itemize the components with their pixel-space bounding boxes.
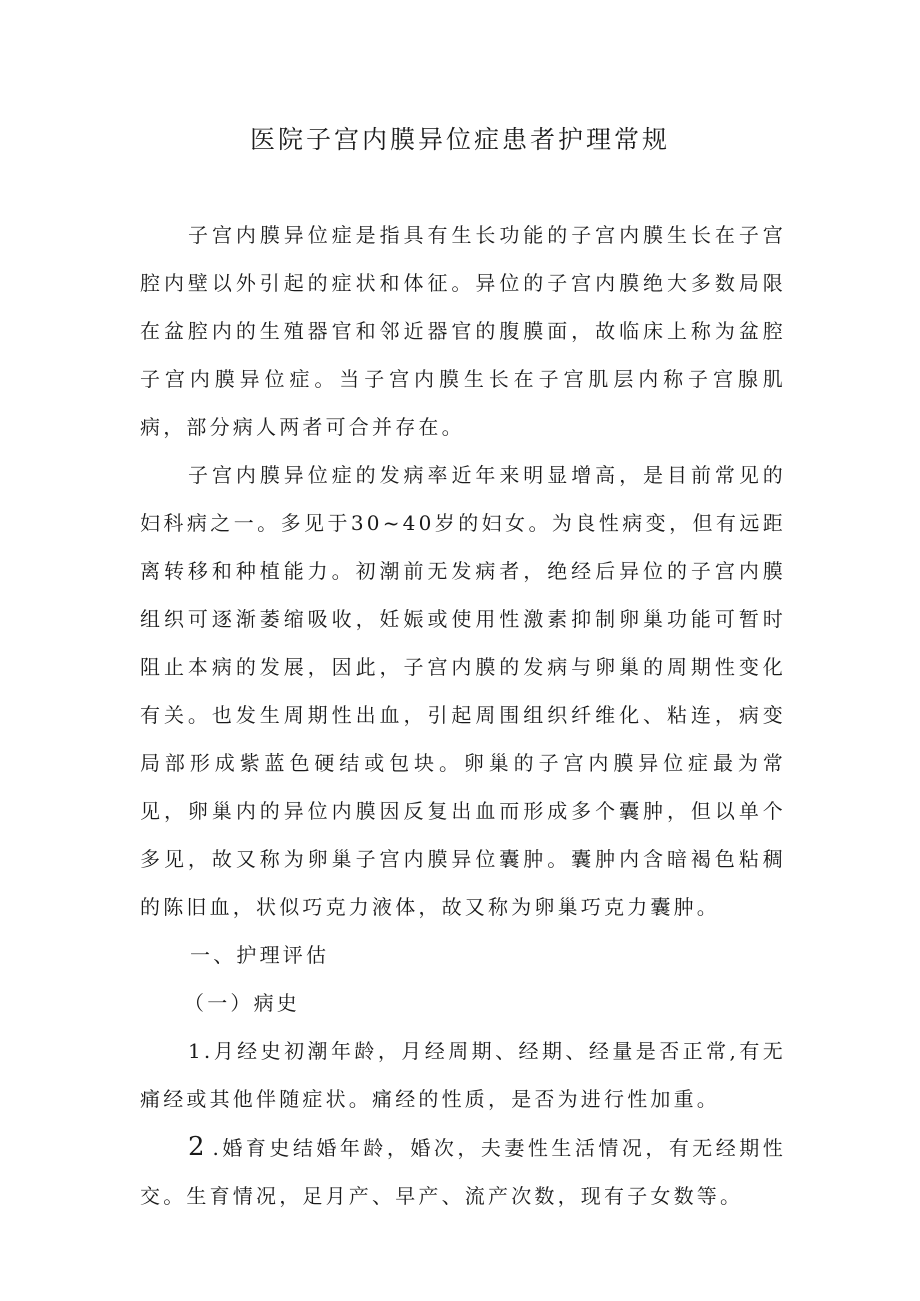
subsection-heading-medical-history: （一）病史 xyxy=(184,991,300,1015)
list-item-text: .婚育史结婚年龄，婚次，夫妻性生活情况，有无经期性交。生育情况，足月产、早产、流产次数，现有子女数等。 xyxy=(140,1136,786,1208)
paragraph-incidence: 子宫内膜异位症的发病率近年来明显增高，是目前常见的妇科病之一。多见于30~40岁的妇女。为良性病变，但有远距离转移和种植能力。初潮前无发病者，绝经后异位的子宫内膜组织可逐渐萎缩吸收，妊娠或使用性激素抑制卵巢功能可暂时阻止本病的发展，因此，子宫内膜的发病与卵巢的周期性变化有关。也发生周期性出血，引起周围组织纤维化、粘连，病变局部形成紫蓝色硬结或包块。卵巢的子宫内膜异位症最为常见，卵巢内的异位内膜因反复出血而形成多个囊肿，但以单个多见，故又称为卵巢子宫内膜异位囊肿。囊肿内含暗褐色粘稠的陈旧血，状似巧克力液体，故又称为卵巢巧克力囊肿。 xyxy=(140,463,786,919)
document-body xyxy=(140,211,786,1220)
section-heading-nursing-assessment: 一、护理评估 xyxy=(190,943,330,967)
list-item-text: 月经史初潮年龄，月经周期、经期、经量是否正常,有无痛经或其他伴随症状。痛经的性质，是否为进行性加重。 xyxy=(140,1039,786,1111)
list-item-marital-history xyxy=(140,1123,786,1220)
list-item-menstrual-history xyxy=(140,1027,786,1123)
list-item-number: 2 xyxy=(188,1132,205,1162)
list-item-number: 1. xyxy=(188,1039,214,1063)
document-title: 医院子宫内膜异位症患者护理常规 xyxy=(249,125,670,154)
paragraph-definition: 子宫内膜异位症是指具有生长功能的子宫内膜生长在子宫腔内壁以外引起的症状和体征。异位的子宫内膜绝大多数局限在盆腔内的生殖器官和邻近器官的腹膜面，故临床上称为盆腔子宫内膜异位症。当子宫内膜生长在子宫肌层内称子宫腺肌病，部分病人两者可合并存在。 xyxy=(140,223,786,439)
